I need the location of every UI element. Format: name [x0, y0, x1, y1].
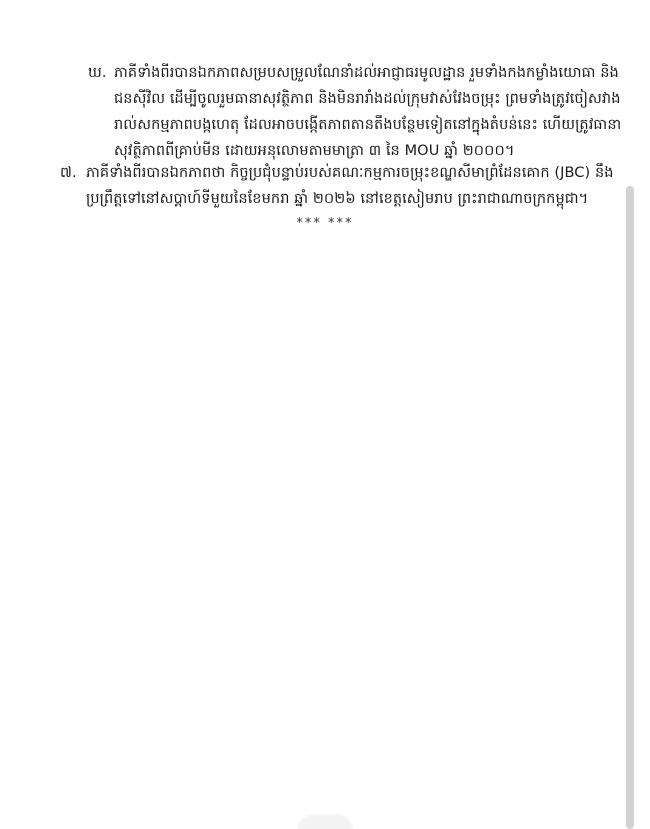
clause-7: [60, 160, 618, 216]
bottom-nav-handle[interactable]: [298, 816, 352, 829]
clause-line: ភាគីទាំងពីរបានឯកភាពសម្របសម្រួលណែនាំដល់អាជ្ញាធរមូលដ្ឋាន រួមទាំងកងកម្លាំងយោធា និង: [114, 65, 619, 81]
clause-marker: ឃ.: [88, 65, 107, 81]
clause-marker: ៧.: [60, 165, 77, 181]
clause-line: ភាគីទាំងពីរបានឯកភាពថា កិច្ចប្រជុំបន្ទាប់របស់គណៈកម្មការចម្រុះខណ្ឌសីមាព្រំដែនគោក (JBC) នឹង: [86, 165, 614, 181]
section-separator: *** ***: [296, 216, 354, 231]
vertical-scrollbar[interactable]: [624, 186, 636, 829]
clause-line: រាល់សកម្មភាពបង្កហេតុ ដែលអាចបង្កើតភាពតានតឹងបន្ថែមទៀតនៅក្នុងតំបន់នេះ ហើយត្រូវធានា: [114, 117, 622, 133]
scrollbar-thumb[interactable]: [626, 186, 634, 829]
clause-text: [86, 160, 618, 212]
clause-text: [114, 60, 622, 164]
clause-line: ប្រព្រឹត្តទៅនៅសប្តាហ៍ទីមួយនៃខែមករា ឆ្នាំ ២០២៦ នៅខេត្តសៀមរាប ព្រះរាជាណាចក្រកម្ពុជា។: [86, 191, 589, 207]
clause-line: សុវត្ថិភាពពីគ្រាប់មីន ដោយអនុលោមតាមមាត្រា ៣ នៃ MOU ឆ្នាំ ២០០០។: [114, 143, 515, 159]
clause-line: ជនស៊ីវិល ដើម្បីចូលរួមធានាសុវត្ថិភាព និងមិនរារាំងដល់ក្រុមវាស់វែងចម្រុះ ព្រមទាំងត្រូវចៀសវាង: [114, 91, 621, 107]
clause-gha: [88, 60, 622, 170]
